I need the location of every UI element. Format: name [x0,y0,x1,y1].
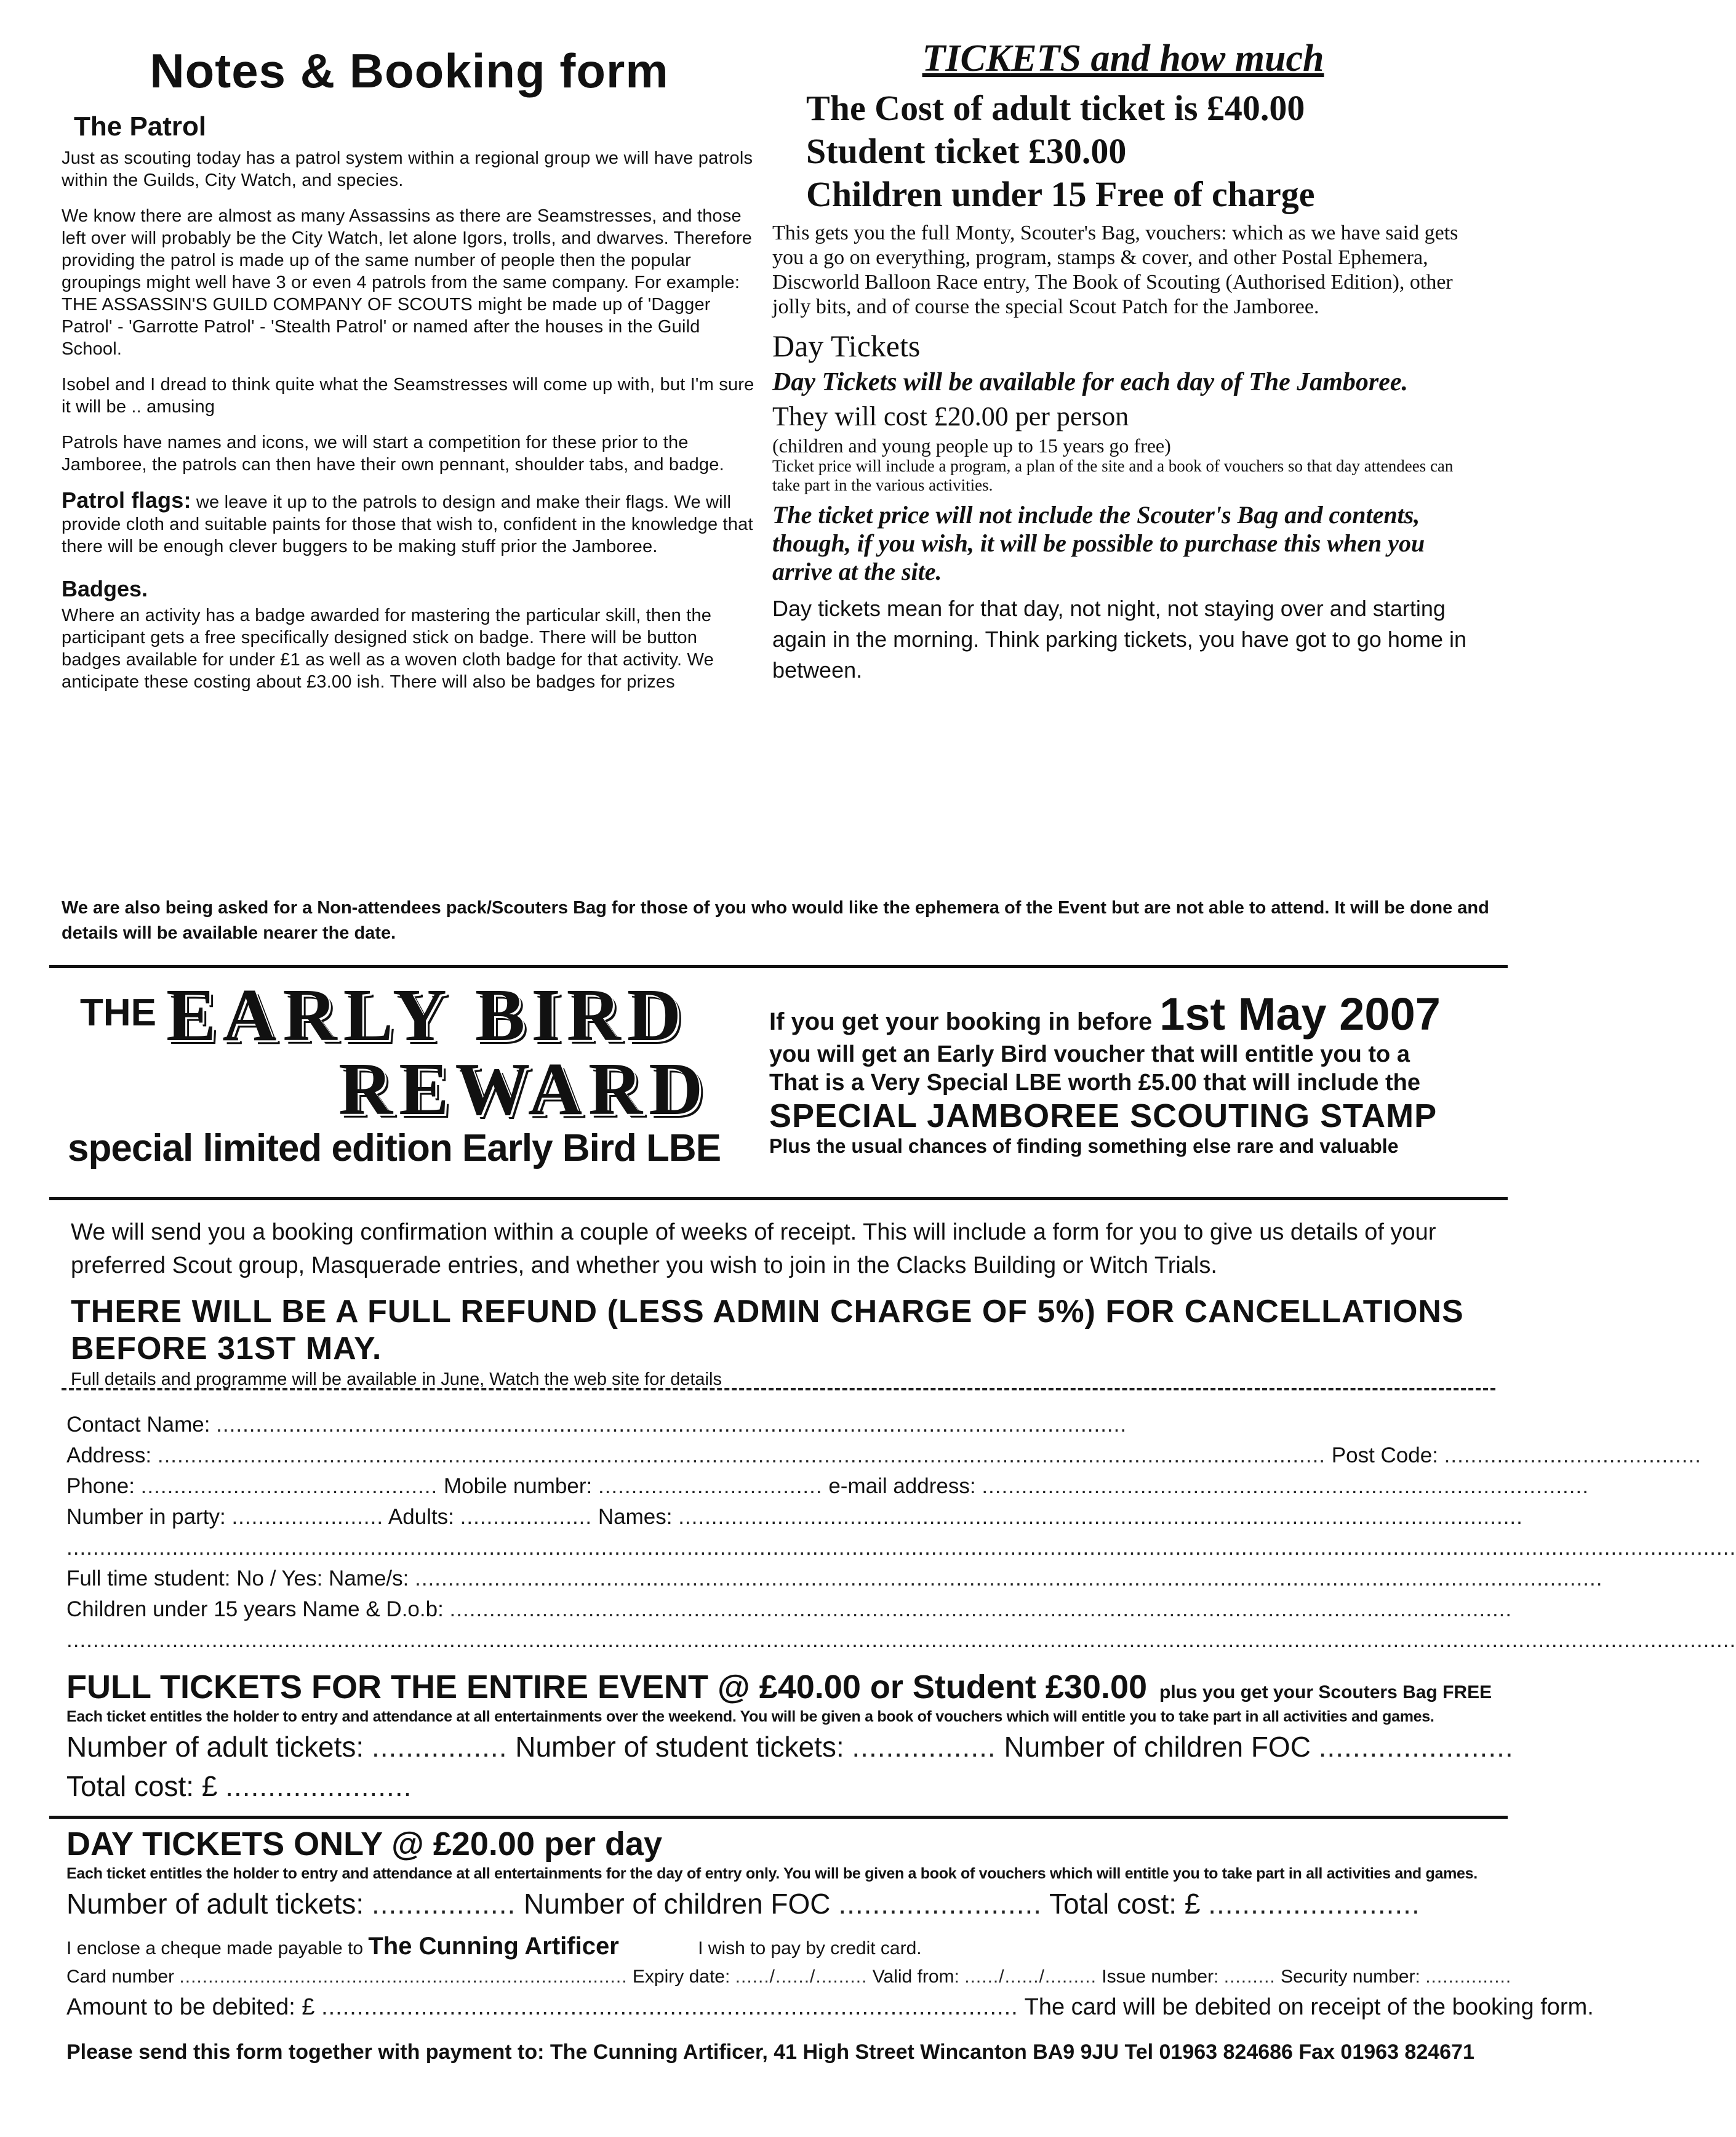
badges-paragraph: Where an activity has a badge awarded for mastering the particular skill, then the participant gets a free specifically designed stick on badge. There will be button badges available for under £1 as well as a woven cloth badge for that activity. We anticipate these costing about £3.00 ish. There will also be badges for prizes [62,606,714,692]
contact-row [66,1409,1500,1440]
patrol-paragraph-4: Patrols have names and icons, we will start a competition for these prior to the Jamboree, the patrols can then have their own pennant, shoulder tabs, and badge. [62,433,724,475]
expiry-label: Expiry date: [632,1967,730,1987]
confirmation-paragraph: We will send you a booking confirmation within a couple of weeks of receipt. This will include a form for you to give us details of your preferred Scout group, Masquerade entries, and whether you wish to join in the Clacks Building or Witch Trials. [71,1219,1436,1278]
patrol-paragraph-1: Just as scouting today has a patrol system within a regional group we will have patrols within the Guilds, City Watch, and species. [62,148,753,190]
early-bird-reward: REWARD [338,1048,710,1131]
full-total-label: Total cost: £ [66,1770,218,1802]
full-tickets-heading-row [66,1668,1500,1706]
party-field[interactable]: ....................... [231,1505,384,1529]
programme-details: Full details and programme will be available in June, Watch the web site for details [71,1369,722,1389]
adult-price: The Cost of adult ticket is £40.00 [806,88,1305,128]
early-bird-deadline-line [769,988,1495,1040]
day-tickets-includes: Ticket price will include a program, a plan of the site and a book of vouchers so that day attendees can take part in the various activities. [772,457,1454,494]
cut-line [62,1388,1495,1390]
adult-tickets-label: Number of adult tickets: [66,1731,364,1763]
party-row [66,1502,1523,1533]
phone-field[interactable]: ............................................. [140,1474,438,1498]
day-children-foc-label: Number of children FOC [524,1888,831,1920]
postcode-label: Post Code: [1331,1443,1438,1467]
patrol-paragraph-2: We know there are almost as many Assassins as there are Seamstresses, and those left over will probably be the City Watch, let alone Igors, trolls, and dwarves. Therefore providing the patrol is made up of the same number of people then the popular groupings might well have 3 or even 4 patrols from the same company. For example: THE ASSASSIN'S GUILD COMPANY OF SCOUTS might be made up of 'Dagger Patrol' - 'Garrotte Patrol' - 'Stealth Patrol' or named after the houses in the Guild School. [62,206,753,359]
scouters-bag-free: plus you get your Scouters Bag FREE [1159,1682,1492,1702]
ticket-includes: This gets you the full Monty, Scouter's Bag, vouchers: which as we have said gets you a go on everything, program, stamps & cover, and other Postal Ephemera, Discworld Balloon Race entry, The Book of Scouting (Authorised Edition), other jolly bits, and of course the special Scout Patch for the Jamboree. [772,222,1458,318]
student-label: Full time student: No / Yes: Name/s: [66,1566,409,1590]
card-number-label: Card number [66,1967,175,1987]
student-tickets-field[interactable]: ................. [852,1731,996,1763]
early-bird-plus-line: Plus the usual chances of finding something else rare and valuable [769,1135,1399,1157]
email-label: e-mail address: [828,1474,976,1498]
patrol-flags-paragraph [62,489,757,558]
patrol-flags-text: we leave it up to the patrols to design and make their flags. We will provide cloth and suitable paints for those that wish to, confident in the knowledge that there will be enough clever buggers to be making stuff prior the Jamboree. [62,492,753,556]
adult-tickets-field[interactable]: ................ [371,1731,508,1763]
day-tickets-exclusion: The ticket price will not include the Scouter's Bag and contents, though, if you wish, it will be possible to purchase this when you arrive at the site. [772,501,1425,585]
valid-from-field[interactable]: ....../....../......... [964,1967,1097,1987]
names-field[interactable]: ................................................................................................................................ [678,1505,1523,1529]
day-tickets-heading: Day Tickets [772,329,921,363]
student-field[interactable]: .................................................................................................................................................................................... [415,1566,1603,1590]
day-adult-tickets-field[interactable]: ................. [371,1888,516,1920]
names-continuation-row[interactable]: ............................................................................................................................................................................................................................................................. [66,1536,1736,1560]
tickets-title: TICKETS and how much [922,38,1324,79]
phone-row [66,1471,1589,1502]
issue-number-field[interactable]: ......... [1223,1967,1276,1987]
children-row [66,1594,1513,1625]
names-label: Names: [598,1505,673,1529]
valid-from-label: Valid from: [872,1967,959,1987]
amount-row [66,1991,1594,2023]
patrol-heading: The Patrol [74,111,207,142]
debit-notice: The card will be debited on receipt of the booking form. [1024,1994,1594,2020]
postcode-field[interactable]: ....................................... [1444,1443,1702,1467]
cheque-payee: The Cunning Artificer [368,1933,619,1960]
full-tickets-heading: FULL TICKETS FOR THE ENTIRE EVENT @ £40.00 or Student £30.00 [66,1669,1148,1706]
notes-column [62,43,757,707]
early-bird-details [769,988,1495,1158]
patrol-flags-label: Patrol flags: [62,487,191,513]
payment-method-row [66,1932,1500,1963]
divider-rule-day [49,1816,1508,1819]
badges-heading: Badges. [62,576,148,601]
early-bird-subtitle: special limited edition Early Bird LBE [68,1127,721,1169]
card-number-field[interactable]: .............................................................................. [179,1967,628,1987]
card-details-row [66,1963,1512,1991]
day-children-foc-field[interactable]: ........................ [838,1888,1042,1920]
full-tickets-fine-print: Each ticket entitles the holder to entry and attendance at all entertainments over the weekend. You will be given a book of vouchers which will entitle you to take part in all activities and games. [66,1708,1434,1725]
children-foc-label: Number of children FOC [1004,1731,1311,1763]
day-adult-tickets-label: Number of adult tickets: [66,1888,364,1920]
day-tickets-availability: Day Tickets will be available for each day of The Jamboree. [772,368,1409,396]
early-bird-lbe-line: That is a Very Special LBE worth £5.00 that will include the [769,1070,1420,1096]
mobile-label: Mobile number: [444,1474,593,1498]
day-tickets-form-heading: DAY TICKETS ONLY @ £20.00 per day [66,1826,663,1862]
full-tickets-numbers-row [66,1727,1514,1766]
children-continuation-row[interactable]: ............................................................................................................................................................................................................................................................. [66,1628,1736,1652]
day-tickets-note: Day tickets mean for that day, not night, not staying over and starting again in the morning. Think parking tickets, you have got to go home in between. [772,596,1467,683]
day-total-field[interactable]: ......................... [1208,1888,1420,1920]
student-tickets-label: Number of student tickets: [515,1731,844,1763]
children-price: Children under 15 Free of charge [806,174,1315,214]
children-label: Children under 15 years Name & D.o.b: [66,1597,444,1621]
tickets-column [772,37,1474,686]
student-price: Student ticket £30.00 [806,131,1127,171]
expiry-field[interactable]: ....../....../......... [735,1967,868,1987]
send-instructions: Please send this form together with payment to: The Cunning Artificer, 41 High Street Wincanton BA9 9JU Tel 01963 824686 Fax 01963 824671 [66,2040,1474,2064]
adults-label: Adults: [388,1505,454,1529]
children-field[interactable]: ................................................................................................................................................................. [449,1597,1513,1621]
day-tickets-children: (children and young people up to 15 years go free) [772,435,1171,457]
full-total-field[interactable]: ...................... [225,1770,412,1802]
email-field[interactable]: ............................................................................................ [982,1474,1589,1498]
full-total-row [66,1766,1500,1806]
divider-rule-top [49,965,1508,968]
address-row [66,1440,1702,1471]
amount-label: Amount to be debited: £ [66,1994,315,2020]
security-number-label: Security number: [1281,1967,1420,1987]
cheque-label: I enclose a cheque made payable to [66,1938,364,1959]
early-bird-deadline-text: If you get your booking in before [769,1008,1153,1035]
day-tickets-numbers-row [66,1884,1500,1923]
address-field[interactable]: ................................................................................................................................................................................. [157,1443,1326,1467]
early-bird-voucher-line: you will get an Early Bird voucher that will entitle you to a [769,1041,1410,1067]
early-bird-stamp-line: SPECIAL JAMBOREE SCOUTING STAMP [769,1097,1438,1134]
patrol-paragraph-3: Isobel and I dread to think quite what the Seamstresses will come up with, but I'm sure it will be .. amusing [62,375,754,417]
divider-rule-middle [49,1197,1508,1200]
security-number-field[interactable]: ............... [1425,1967,1512,1987]
adults-field[interactable]: .................... [460,1505,593,1529]
early-bird-the: THE [80,992,156,1034]
contact-name-field[interactable]: .......................................................................................................................................... [216,1413,1127,1437]
early-bird-date: 1st May 2007 [1159,988,1441,1040]
phone-label: Phone: [66,1474,135,1498]
non-attendees-notice: We are also being asked for a Non-attendees pack/Scouters Bag for those of you who would like the ephemera of the Event but are not able to attend. It will be done and details will be available nearer the date. [62,898,1489,943]
booking-form [66,1409,1736,2064]
day-total-label: Total cost: £ [1049,1888,1201,1920]
party-label: Number in party: [66,1505,226,1529]
contact-name-label: Contact Name: [66,1413,210,1437]
children-foc-field[interactable]: ....................... [1318,1731,1514,1763]
credit-card-label[interactable]: I wish to pay by credit card. [698,1938,922,1959]
notes-title: Notes & Booking form [150,44,669,98]
amount-field[interactable]: .................................................................................................. [321,1994,1018,2020]
day-tickets-cost: They will cost £20.00 per person [772,401,1129,431]
early-bird-banner [68,974,763,1188]
early-bird-title: EARLY BIRD [166,974,687,1057]
address-label: Address: [66,1443,152,1467]
day-tickets-fine-print: Each ticket entitles the holder to entry and attendance at all entertainments for the day of entry only. You will be given a book of vouchers which will entitle you to take part in all activities and games. [66,1865,1478,1882]
refund-notice: THERE WILL BE A FULL REFUND (LESS ADMIN CHARGE OF 5%) FOR CANCELLATIONS BEFORE 31ST MAY. [71,1294,1464,1366]
mobile-field[interactable]: .................................. [598,1474,823,1498]
student-row [66,1563,1603,1594]
issue-number-label: Issue number: [1102,1967,1219,1987]
confirmation-section [71,1216,1505,1390]
